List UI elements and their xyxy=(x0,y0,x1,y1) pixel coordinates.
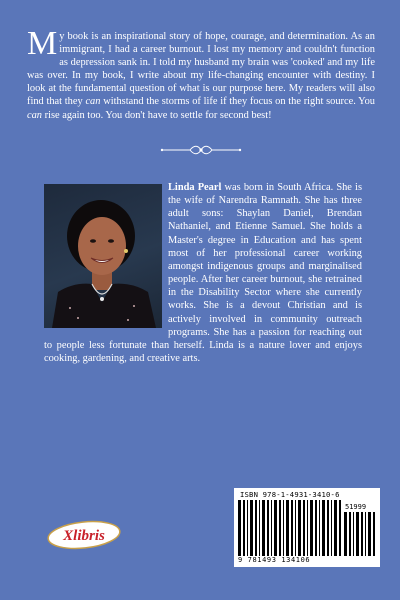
flourish-divider-icon xyxy=(160,143,242,157)
drop-cap: M xyxy=(27,25,58,62)
publisher-logo xyxy=(46,520,122,550)
isbn-label: ISBN 978-1-4931-3410-6 xyxy=(240,490,340,499)
blurb-text-3: rise again too. You don't have to settle for second best! xyxy=(42,109,272,121)
blurb-emphasis-2: can xyxy=(27,109,43,121)
blurb-text-1: y book is an inspirational story of hope, courage, and determination. As an immigrant, I had a career burnout. I lost my memory and couldn't function as depression sank in. I told my husband my brain was 'cooked' and my life was over. In my book, I write about my life-changing encounter with destiny. I look at the fundamental question of what is our purpose here. My readers will also find that they xyxy=(27,31,375,108)
barcode-digits: 9 781493 134106 xyxy=(238,556,311,564)
author-bio-text: was born in South Africa. She is the wife of Narendra Ramnath. She has three adult sons: Shaylan Daniel, Brendan Nathaniel, and Etienne Samuel. She holds a Master's degree in Education and has spent most of her professional career working amongst indigenous groups and marginalised people. After her career burnout, she retrained in the Disability Sector where she currently works. She is a devout Christian and is actively involved in community outreach programs. She has a passion for reaching out to people less fortunate than herself. Linda is a nature lover and enjoys cooking, gardening, and creative arts. xyxy=(44,182,362,365)
price-barcode-bars xyxy=(344,512,376,556)
blurb-emphasis-1: can xyxy=(85,96,101,108)
blurb-text-2: withstand the storms of life if they focus on the right source. You xyxy=(100,96,375,108)
price-code: 51999 xyxy=(345,503,367,511)
back-cover-blurb xyxy=(27,25,375,122)
author-bio xyxy=(44,181,362,365)
author-name: Linda Pearl xyxy=(168,182,222,193)
barcode-bars xyxy=(238,500,342,556)
isbn-barcode xyxy=(234,488,380,567)
publisher-logo-text: Xlibris xyxy=(63,528,105,544)
